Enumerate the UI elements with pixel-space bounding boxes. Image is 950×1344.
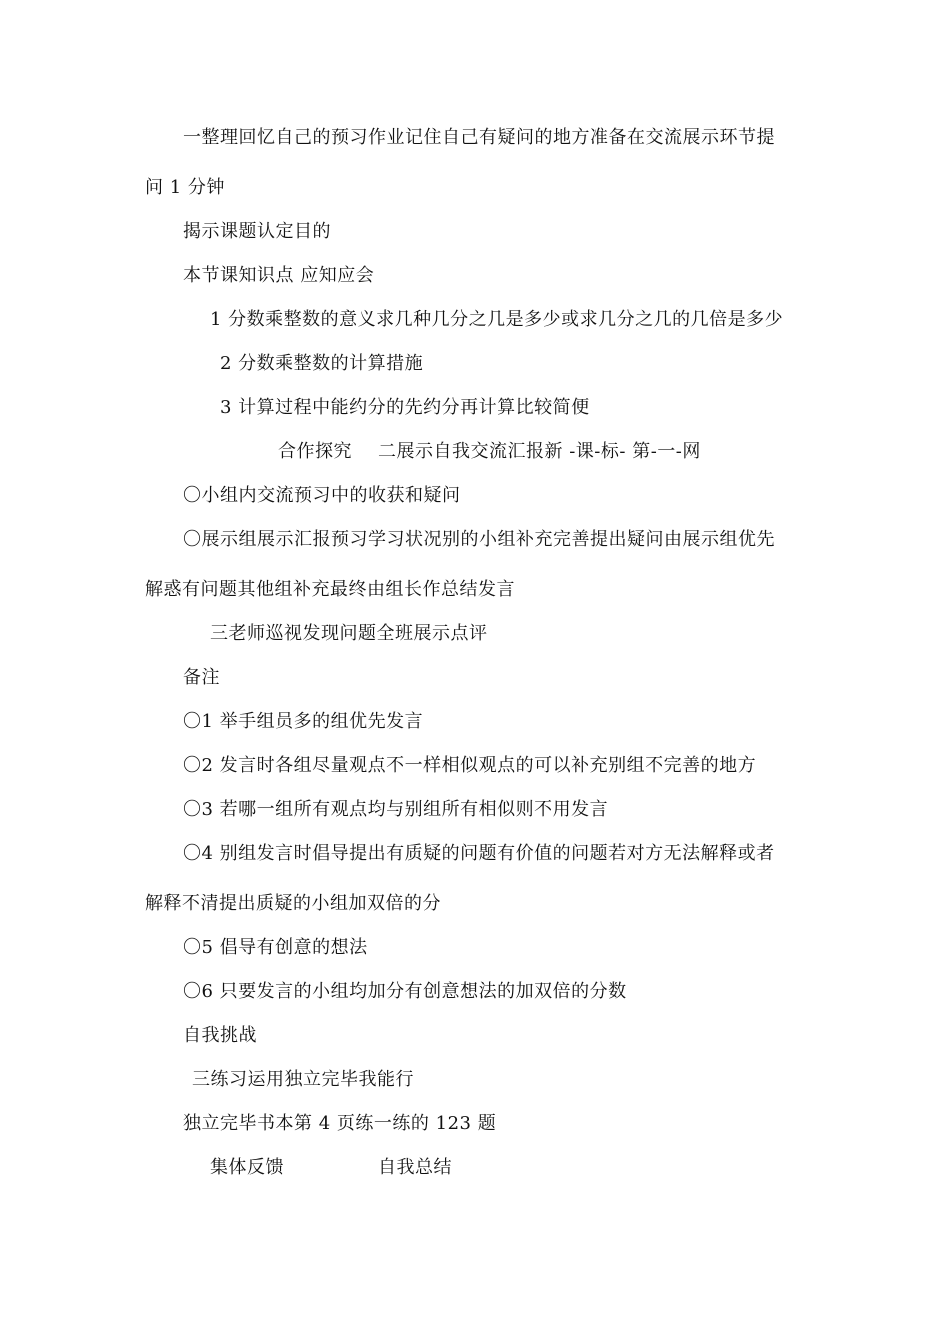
section-heading: 揭示课题认定目的: [183, 221, 331, 242]
section-heading: 三练习运用独立完毕我能行: [192, 1069, 414, 1090]
paragraph-line: 解释不清提出质疑的小组加双倍的分: [145, 893, 441, 914]
section-heading: 自我总结: [378, 1157, 452, 1178]
paragraph-line: 独立完毕书本第 4 页练一练的 123 题: [183, 1113, 497, 1134]
list-item: 〇5 倡导有创意的想法: [183, 937, 368, 958]
section-heading: 集体反馈: [210, 1157, 284, 1178]
list-item: 〇展示组展示汇报预习学习状况别的小组补充完善提出疑问由展示组优先: [183, 529, 775, 550]
paragraph-line: 解惑有问题其他组补充最终由组长作总结发言: [145, 579, 515, 600]
paragraph-line: 问 1 分钟: [145, 177, 225, 198]
list-item: 〇小组内交流预习中的收获和疑问: [183, 485, 461, 506]
list-item: 〇2 发言时各组尽量观点不一样相似观点的可以补充别组不完善的地方: [183, 755, 757, 776]
section-heading: 自我挑战: [183, 1025, 257, 1046]
list-item: 3 计算过程中能约分的先约分再计算比较简便: [220, 397, 590, 418]
list-item: 〇4 别组发言时倡导提出有质疑的问题有价值的问题若对方无法解释或者: [183, 843, 775, 864]
section-heading: 二展示自我交流汇报新 -课-标- 第-一-网: [378, 441, 701, 462]
list-item: 〇3 若哪一组所有观点均与别组所有相似则不用发言: [183, 799, 609, 820]
list-item: 1 分数乘整数的意义求几种几分之几是多少或求几分之几的几倍是多少: [210, 309, 784, 330]
section-heading: 三老师巡视发现问题全班展示点评: [210, 623, 488, 644]
section-heading: 备注: [183, 667, 220, 688]
paragraph-line: 一整理回忆自己的预习作业记住自己有疑问的地方准备在交流展示环节提: [183, 127, 775, 148]
list-item: 〇6 只要发言的小组均加分有创意想法的加双倍的分数: [183, 981, 627, 1002]
section-heading: 合作探究: [278, 441, 352, 462]
list-item: 〇1 举手组员多的组优先发言: [183, 711, 424, 732]
list-item: 2 分数乘整数的计算措施: [220, 353, 424, 374]
paragraph-line: 本节课知识点 应知应会: [183, 265, 375, 286]
